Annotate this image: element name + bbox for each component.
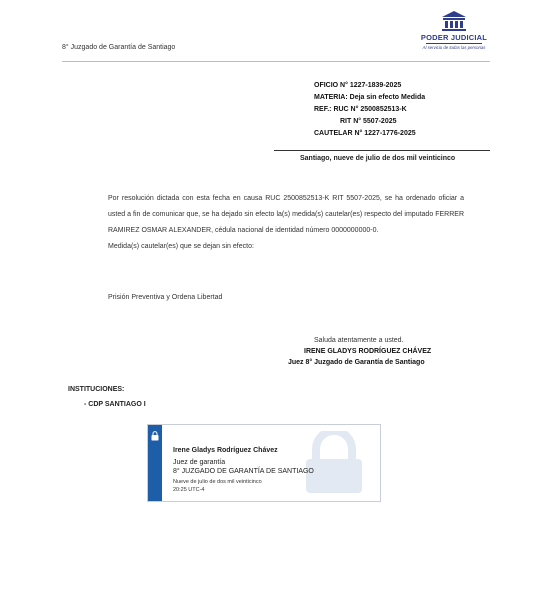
resolution-paragraph: Por resolución dictada con esta fecha en causa RUC 2500852513-K RIT 5507-2025, se ha ordenado oficiar a usted a fin de comunicar que, se ha dejado sin efecto la(s) medida(s) cautelar(es) respecto del imputado FERRER RAMIREZ OSMAR ALEXANDER, cédula nacional de identidad número 0000000000-0. xyxy=(108,195,464,234)
court-name: 8° Juzgado de Garantía de Santiago xyxy=(62,44,176,51)
lock-watermark-icon xyxy=(298,431,370,495)
signer-name: IRENE GLADYS RODRÍGUEZ CHÁVEZ xyxy=(304,348,432,355)
measures-intro: Medida(s) cautelar(es) que se dejan sin efecto: xyxy=(108,243,254,250)
oficio-number: OFICIO N° 1227-1839-2025 xyxy=(314,82,402,89)
signature-name: Irene Gladys Rodríguez Chávez xyxy=(173,447,278,454)
institution-item: - CDP SANTIAGO I xyxy=(84,401,146,408)
body-paragraph xyxy=(108,191,464,255)
poder-judicial-logo xyxy=(418,10,490,54)
signer-title: Juez 8° Juzgado de Garantía de Santiago xyxy=(288,359,425,366)
signature-role: Juez de garantía xyxy=(173,459,226,466)
institutions-heading: INSTITUCIONES: xyxy=(68,386,125,393)
courthouse-icon xyxy=(441,10,467,32)
signature-time: 20:25 UTC-4 xyxy=(173,487,205,493)
ref-ruc: REF.: RUC N° 2500852513-K xyxy=(314,106,407,113)
rit-number: RIT N° 5507-2025 xyxy=(340,118,397,125)
signature-date: Nueve de julio de dos mil veinticinco xyxy=(173,479,262,485)
signature-organization: 8° JUZGADO DE GARANTÍA DE SANTIAGO xyxy=(173,468,314,475)
salutation: Saluda atentamente a usted. xyxy=(314,337,404,344)
lock-icon xyxy=(151,431,159,441)
logo-slogan: Al servicio de todas las personas xyxy=(422,45,486,50)
logo-name: PODER JUDICIAL xyxy=(420,33,488,42)
electronic-signature-box xyxy=(147,424,381,502)
header-divider xyxy=(62,61,490,62)
document-date: Santiago, nueve de julio de dos mil veinticinco xyxy=(300,155,456,162)
cautelar-number: CAUTELAR N° 1227-1776-2025 xyxy=(314,130,416,137)
signature-accent-bar xyxy=(148,425,162,501)
measures-list: Prisión Preventiva y Ordena Libertad xyxy=(108,294,223,301)
date-underline xyxy=(274,150,490,151)
materia: MATERIA: Deja sin efecto Medida xyxy=(314,94,426,101)
logo-divider xyxy=(426,43,482,44)
